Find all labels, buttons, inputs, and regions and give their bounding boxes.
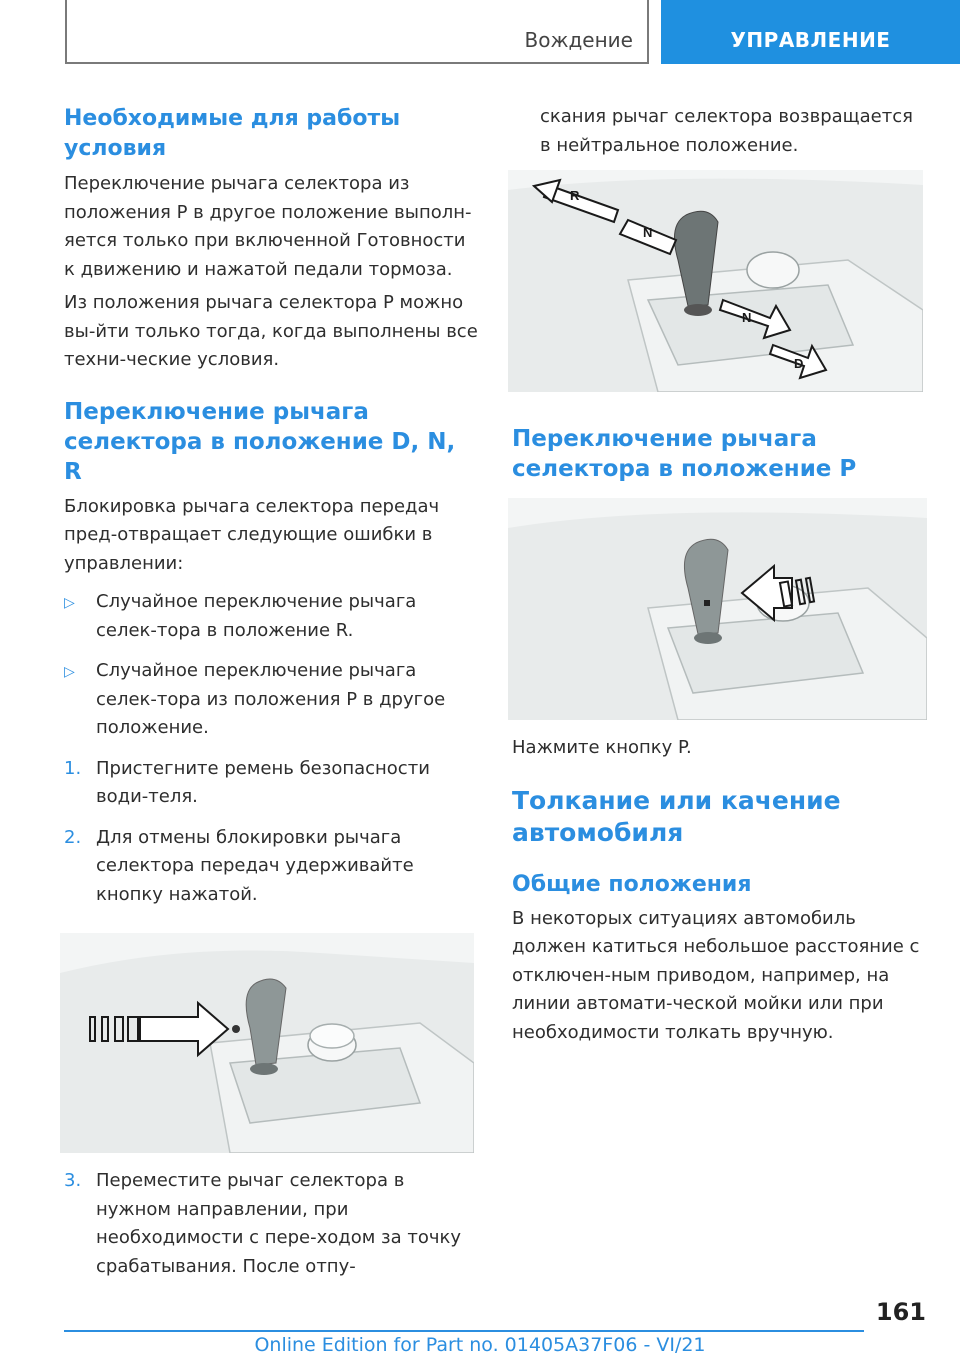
p-button-illustration <box>508 498 927 720</box>
gear-label-d: D <box>794 356 804 371</box>
gear-label-r: R <box>570 188 580 203</box>
bullet-item: ▷ Случайное переключение рычага селек‐тора в положение R. <box>64 591 417 641</box>
para-press-p: Нажмите кнопку P. <box>512 737 692 758</box>
triangle-bullet-icon: ▷ <box>64 664 75 680</box>
selector-lever-illustration <box>60 933 474 1153</box>
step-item: 2. Для отмены блокировки рычага селектора передач удерживайте кнопку нажатой. <box>64 824 479 910</box>
step-item: 3. Переместите рычаг селектора в нужном направлении, при необходимости с пере‐ходом за точку срабатывания. После отпу‐ <box>64 1167 479 1281</box>
heading-shift-dnr: Переключение рычага селектора в положение D, N, R <box>64 398 456 485</box>
bullet-item: ▷ Случайное переключение рычага селек‐тора из положения P в другое положение. <box>64 660 446 738</box>
figure-unlock-button <box>60 933 474 1153</box>
header-chapter-tab[interactable] <box>661 0 960 64</box>
footer-divider <box>64 1330 864 1332</box>
heading-general: Общие положения <box>512 871 752 897</box>
header-section-box <box>65 0 649 64</box>
para-continued: скания рычаг селектора возвращается в нейтральное положение. <box>540 106 913 156</box>
triangle-bullet-icon: ▷ <box>64 595 75 611</box>
step-number: 1. <box>64 757 82 779</box>
page-number: 161 <box>875 1298 926 1326</box>
heading-shift-p: Переключение рычага селектора в положение P <box>512 426 857 482</box>
gear-label-n-upper: N <box>643 225 653 240</box>
figure-p-button <box>508 498 927 720</box>
footer-edition: Online Edition for Part no. 01405A37F06 - VI/21 <box>254 1334 706 1356</box>
heading-conditions: Необходимые для работы условия <box>64 106 401 161</box>
figure-shift-pattern <box>508 170 923 392</box>
para-lock: Блокировка рычага селектора передач пред‐отвращает следующие ошибки в управлении: <box>64 495 440 574</box>
shift-pattern-illustration <box>508 170 923 392</box>
step-number: 2. <box>64 826 82 848</box>
para-conditions-1: Переключение рычага селектора из положения P в другое положение выполн‐яется только при включенной Готовности к движению и нажатой педали тормоза. <box>64 173 472 280</box>
step-item: 1. Пристегните ремень безопасности води‐теля. <box>64 755 479 812</box>
para-general: В некоторых ситуациях автомобиль должен катиться небольшое расстояние с отключен‐ным приводом, например, на линии автомати‐ческой мойки или при необходимости толкать вручную. <box>512 907 920 1043</box>
header-chapter: УПРАВЛЕНИЕ <box>730 28 891 52</box>
right-column <box>512 103 927 1047</box>
step-number: 3. <box>64 1170 82 1191</box>
left-column <box>64 100 479 1281</box>
heading-pushing: Толкание или качение автомобиля <box>512 785 841 847</box>
para-conditions-2: Из положения рычага селектора P можно вы‐йти только тогда, когда выполнены все техни‐ческие условия. <box>64 292 478 370</box>
gear-label-n-lower: N <box>742 310 752 325</box>
header-section: Вождение <box>524 28 633 52</box>
